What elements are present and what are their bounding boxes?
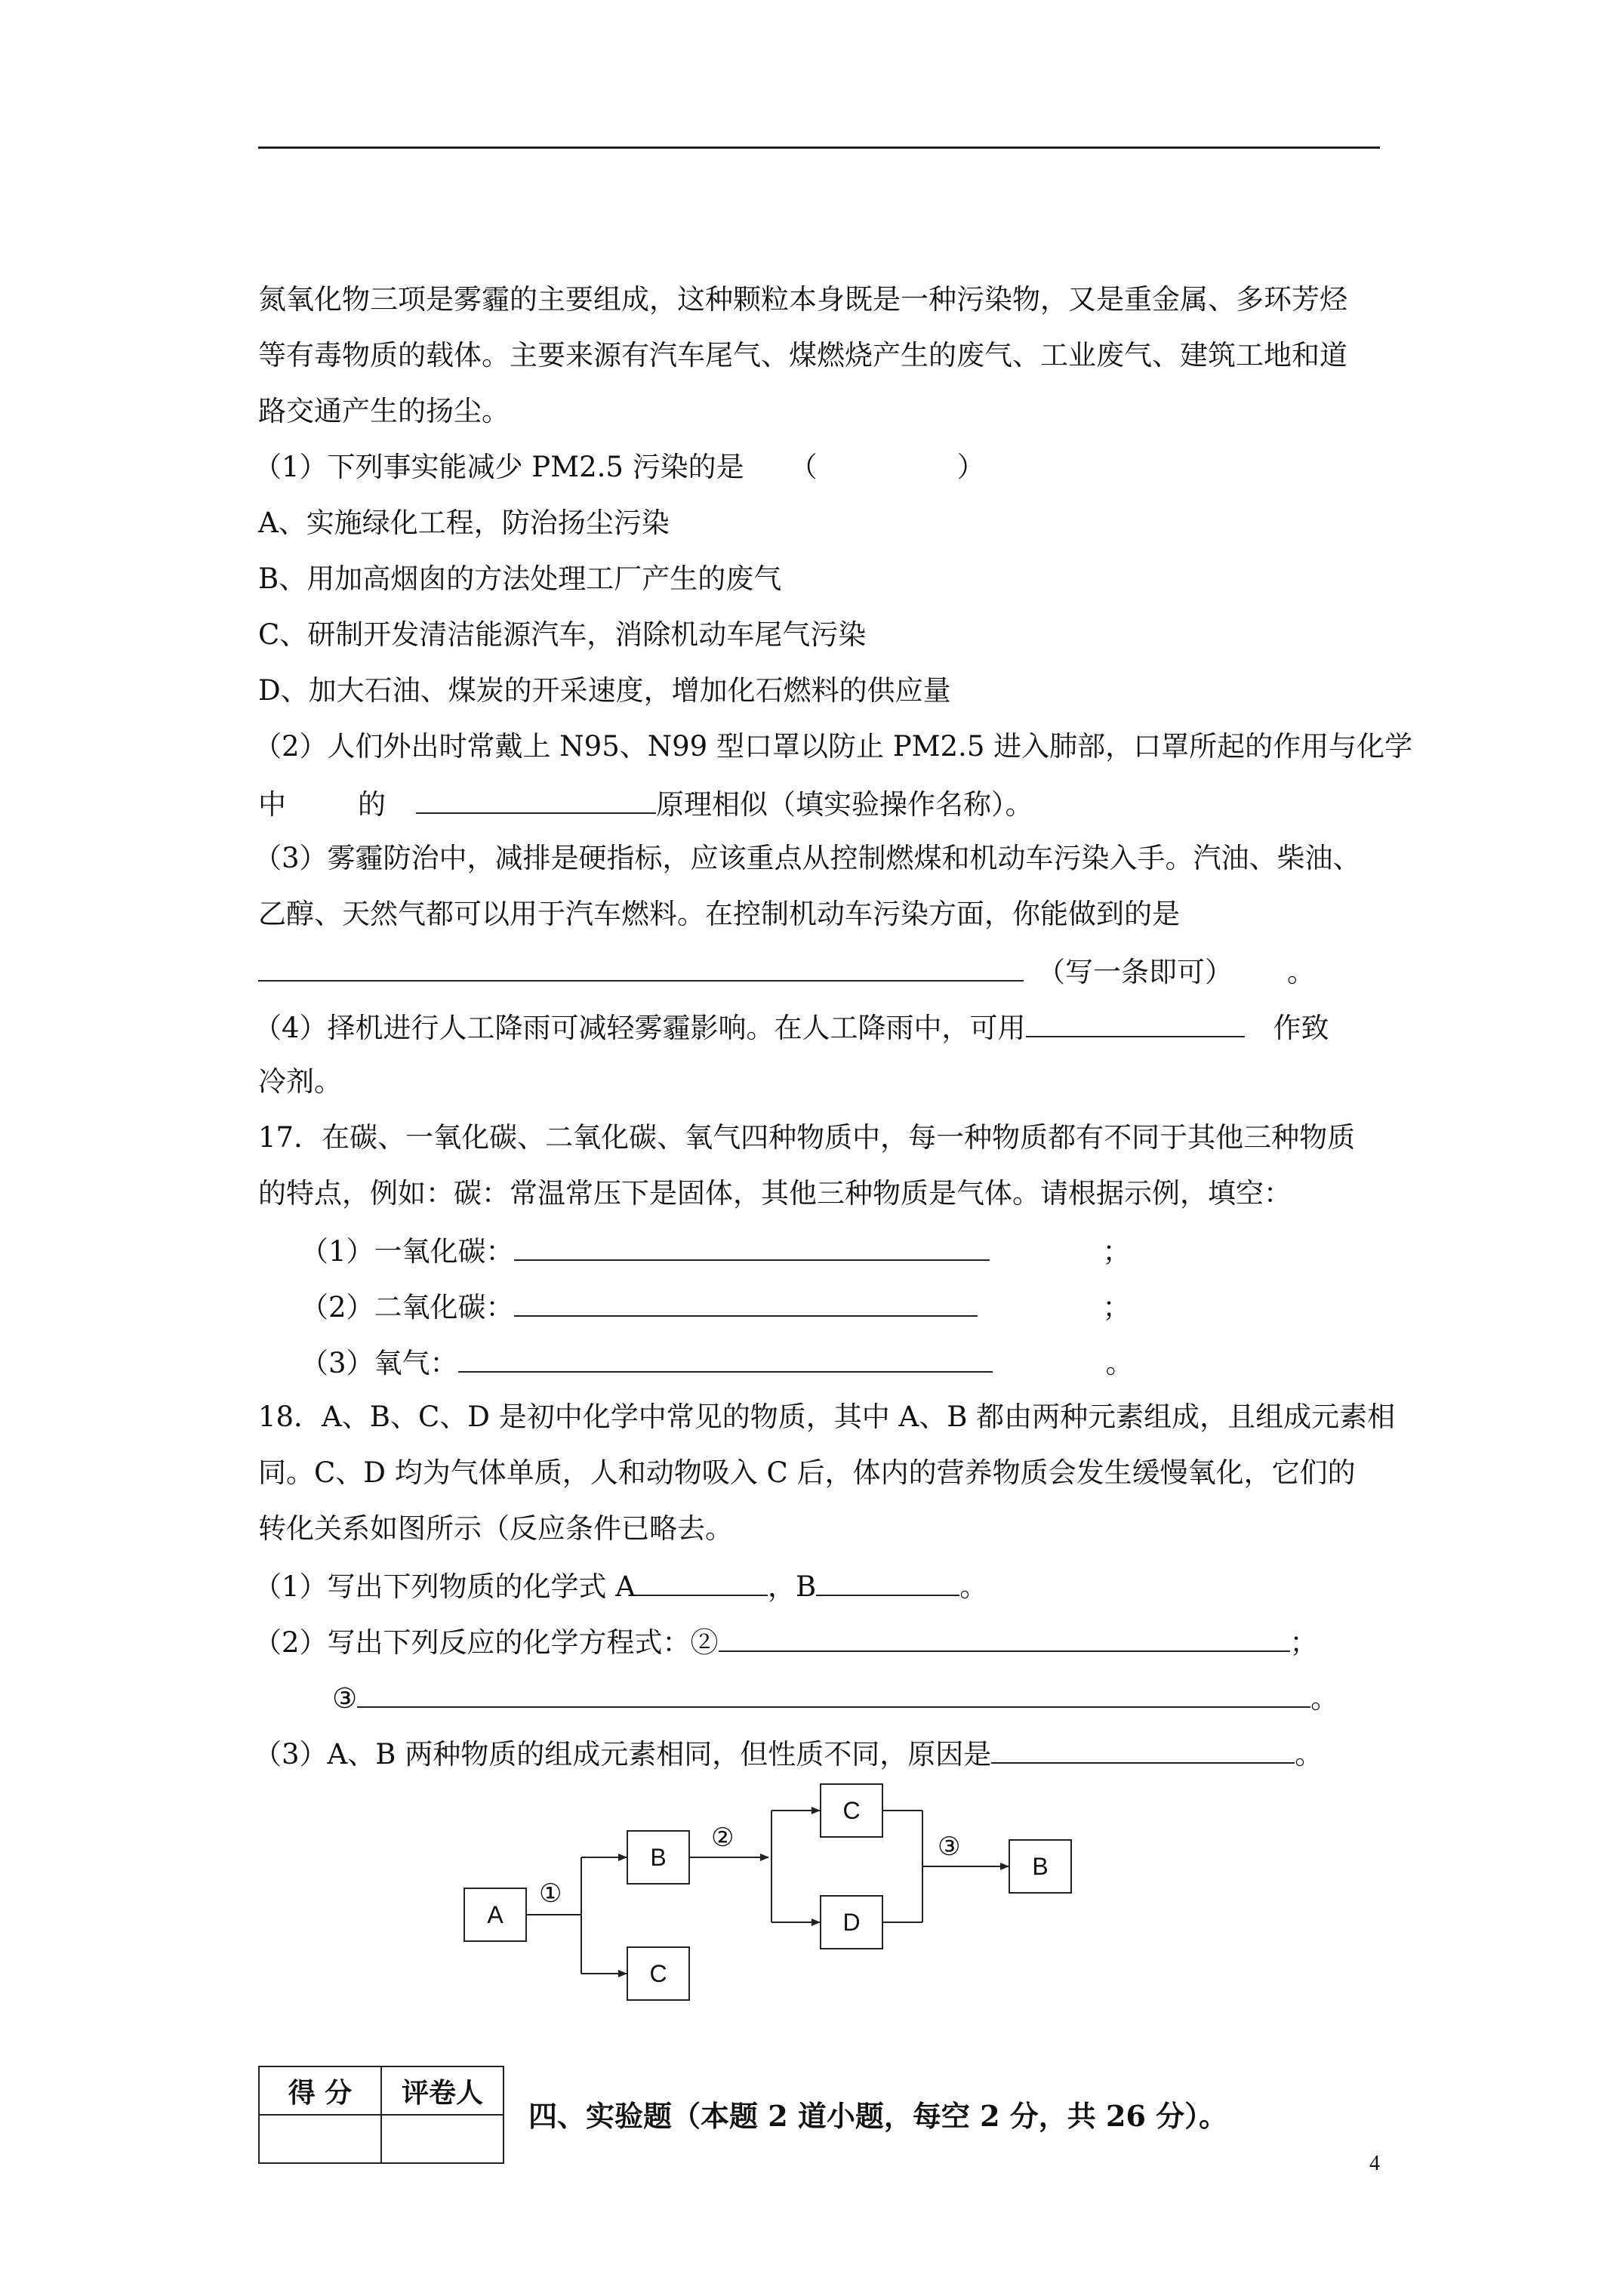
q17-item-end: ； <box>1102 1291 1131 1324</box>
q17-item <box>300 1231 1131 1271</box>
answer-blank[interactable] <box>514 1231 990 1261</box>
answer-blank[interactable] <box>991 1734 1295 1764</box>
q18-part2-head: （2）写出下列反应的化学方程式：② <box>254 1626 719 1659</box>
q16-part2-line1: （2）人们外出时常戴上 N95、N99 型口罩以防止 PM2.5 进入肺部，口罩所起的作用与化学 <box>254 730 1413 763</box>
q18-part1-end: 。 <box>959 1570 988 1603</box>
q16-part4-line2: 冷剂。 <box>258 1065 342 1098</box>
answer-blank[interactable] <box>258 951 1024 982</box>
q18-part3-head: （3）A、B 两种物质的组成元素相同，但性质不同，原因是 <box>254 1738 992 1771</box>
option-a: A、实施绿化工程，防治扬尘污染 <box>258 507 670 539</box>
answer-blank[interactable] <box>514 1287 978 1317</box>
q17-stem: 17．在碳、一氧化碳、二氧化碳、氧气四种物质中，每一种物质都有不同于其他三种物质 <box>258 1121 1356 1154</box>
passage-line: 等有毒物质的载体。主要来源有汽车尾气、煤燃烧产生的废气、工业废气、建筑工地和道 <box>258 339 1347 371</box>
answer-blank[interactable] <box>719 1622 1290 1652</box>
node-a: A <box>463 1888 527 1942</box>
section-title: 四、实验题（本题 2 道小题，每空 2 分，共 26 分）。 <box>528 2099 1228 2133</box>
step-3-label: ③ <box>938 1832 961 1862</box>
step-2-label: ② <box>711 1823 735 1853</box>
passage-line: 路交通产生的扬尘。 <box>258 395 510 427</box>
header-rule <box>258 146 1380 149</box>
step-1-label: ① <box>539 1878 562 1909</box>
score-header: 得 分 <box>259 2066 381 2115</box>
answer-blank[interactable] <box>1026 1007 1245 1037</box>
q17-item-label: （1）一氧化碳： <box>300 1235 514 1268</box>
q18-part1-mid: ，B <box>768 1570 817 1603</box>
q16-part3-line3 <box>258 951 1315 991</box>
q17-item-end: ； <box>1102 1235 1131 1268</box>
q16-part2-tail: 原理相似（填实验操作名称）。 <box>656 788 1033 821</box>
node-b: B <box>627 1830 690 1885</box>
grader-cell[interactable] <box>381 2115 504 2163</box>
q16-part2-line2 <box>258 784 1033 824</box>
q18-part2-eq3-label: ③ <box>332 1682 358 1715</box>
q18-part2-eq3 <box>332 1678 1338 1718</box>
q16-part1 <box>254 448 985 486</box>
answer-blank[interactable] <box>636 1566 768 1596</box>
q18-stem: 18．A、B、C、D 是初中化学中常见的物质，其中 A、B 都由两种元素组成，且组成元素相 <box>258 1401 1396 1433</box>
passage-line: 氮氧化物三项是雾霾的主要组成，这种颗粒本身既是一种污染物，又是重金属、多环芳烃 <box>258 283 1347 316</box>
answer-blank[interactable] <box>416 784 656 814</box>
page-number: 4 <box>1369 2152 1380 2175</box>
q16-part2-de: 的 <box>358 788 386 821</box>
q18-part1-head: （1）写出下列物质的化学式 A <box>254 1570 636 1603</box>
q16-part3-tail: （写一条即可） <box>1037 956 1233 988</box>
q17-stem: 的特点，例如：碳：常温常压下是固体，其他三种物质是气体。请根据示例，填空： <box>258 1177 1292 1210</box>
q17-item <box>300 1287 1131 1327</box>
q18-part2-eq3-end: 。 <box>1310 1682 1339 1715</box>
q16-part3-line2: 乙醇、天然气都可以用于汽车燃料。在控制机动车污染方面，你能做到的是 <box>258 898 1180 930</box>
q16-part1-stem: （1）下列事实能减少 PM2.5 污染的是 <box>254 451 744 483</box>
node-c: C <box>627 1946 690 2001</box>
q18-part3-end: 。 <box>1295 1738 1323 1771</box>
node-d: D <box>820 1895 883 1949</box>
q18-part3 <box>254 1734 1323 1774</box>
score-table <box>258 2066 504 2164</box>
option-b: B、用加高烟囱的方法处理工厂产生的废气 <box>258 562 782 595</box>
q17-item-label: （3）氧气： <box>300 1347 458 1379</box>
option-c: C、研制开发清洁能源汽车，消除机动车尾气污染 <box>258 618 867 651</box>
q17-item-label: （2）二氧化碳： <box>300 1291 514 1324</box>
answer-blank[interactable] <box>357 1678 1310 1708</box>
q18-stem: 同。C、D 均为气体单质，人和动物吸入 C 后，体内的营养物质会发生缓慢氧化，它们的 <box>258 1456 1356 1489</box>
q17-item <box>300 1342 1134 1382</box>
q16-part3-end: 。 <box>1287 956 1315 988</box>
grader-header: 评卷人 <box>381 2066 504 2115</box>
q18-part2 <box>254 1622 1318 1662</box>
q16-part3-line1: （3）雾霾防治中，减排是硬指标，应该重点从控制燃煤和机动车污染入手。汽油、柴油、 <box>254 842 1361 874</box>
conversion-diagram <box>453 1774 1102 2023</box>
q16-part4-tail: 作致 <box>1273 1012 1329 1044</box>
answer-blank[interactable] <box>458 1342 993 1373</box>
q16-part2-zhong: 中 <box>258 788 286 821</box>
q18-part1 <box>254 1566 987 1606</box>
answer-bracket[interactable]: （ ） <box>789 451 985 483</box>
node-c: C <box>820 1783 883 1838</box>
option-d: D、加大石油、煤炭的开采速度，增加化石燃料的供应量 <box>258 674 951 707</box>
q18-stem: 转化关系如图所示（反应条件已略去。 <box>258 1512 733 1545</box>
node-b: B <box>1009 1839 1072 1894</box>
q18-part2-end: ； <box>1289 1626 1318 1659</box>
q16-part4-line1 <box>254 1007 1329 1047</box>
answer-blank[interactable] <box>816 1566 959 1596</box>
q16-part4-head: （4）择机进行人工降雨可减轻雾霾影响。在人工降雨中，可用 <box>254 1012 1026 1044</box>
q17-item-end: 。 <box>1105 1347 1134 1379</box>
score-cell[interactable] <box>259 2115 381 2163</box>
